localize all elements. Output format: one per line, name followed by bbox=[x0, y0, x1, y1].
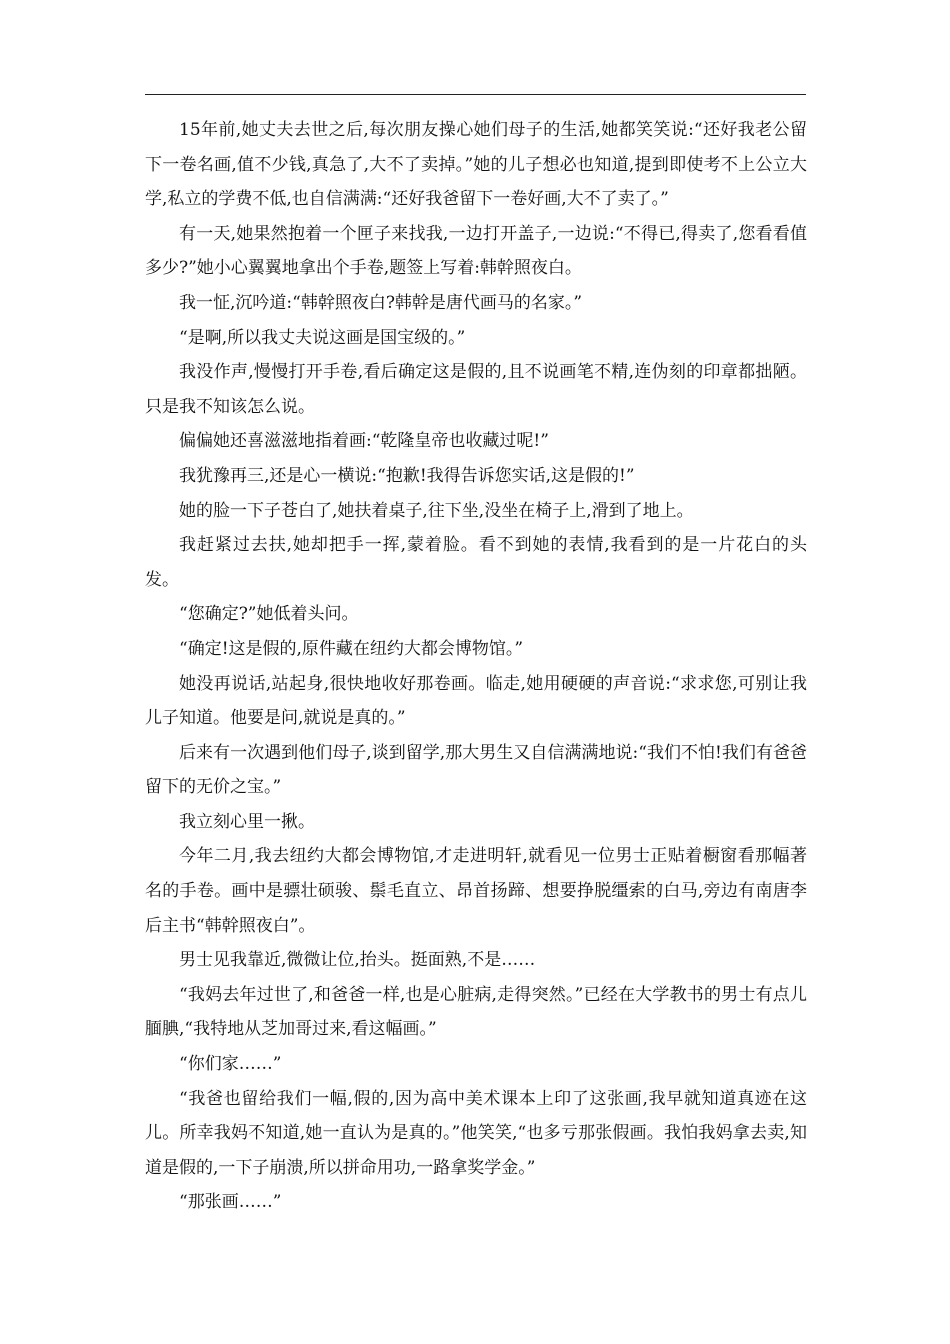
header-rule bbox=[145, 94, 806, 95]
paragraph: 男士见我靠近,微微让位,抬头。挺面熟,不是…… bbox=[179, 950, 536, 971]
paragraph: 我立刻心里一揪。 bbox=[179, 811, 315, 832]
paragraph: 我一怔,沉吟道:“韩幹照夜白?韩幹是唐代画马的名家。” bbox=[179, 292, 583, 313]
paragraph: 后来有一次遇到他们母子,谈到留学,那大男生又自信满满地说:“我们不怕!我们有爸爸留下的无价之宝。” bbox=[145, 742, 807, 798]
paragraph: “确定!这是假的,原件藏在纽约大都会博物馆。” bbox=[179, 638, 524, 659]
paragraph: 有一天,她果然抱着一个匣子来找我,一边打开盖子,一边说:“不得已,得卖了,您看看值多少?”她小心翼翼地拿出个手卷,题签上写着:韩幹照夜白。 bbox=[145, 223, 807, 279]
paragraph: “您确定?”她低着头问。 bbox=[179, 604, 359, 625]
article-body bbox=[145, 113, 807, 1220]
paragraph: “我爸也留给我们一幅,假的,因为高中美术课本上印了这张画,我早就知道真迹在这儿。所幸我妈不知道,她一直认为是真的。”他笑笑,“也多亏那张假画。我怕我妈拿去卖,知道是假的,一下子崩溃,所以拼命用功,一路拿奖学金。” bbox=[145, 1088, 807, 1178]
paragraph: 我犹豫再三,还是心一横说:“抱歉!我得告诉您实话,这是假的!” bbox=[179, 465, 635, 486]
paragraph: 今年二月,我去纽约大都会博物馆,才走进明轩,就看见一位男士正贴着橱窗看那幅著名的手卷。画中是骠壮硕骏、鬃毛直立、昂首扬蹄、想要挣脱缰索的白马,旁边有南唐李后主书“韩幹照夜白”。 bbox=[145, 846, 807, 936]
paragraph: “那张画……” bbox=[179, 1192, 282, 1213]
paragraph: “我妈去年过世了,和爸爸一样,也是心脏病,走得突然。”已经在大学教书的男士有点儿腼腆,“我特地从芝加哥过来,看这幅画。” bbox=[145, 984, 807, 1040]
paragraph: 我没作声,慢慢打开手卷,看后确定这是假的,且不说画笔不精,连伪刻的印章都拙陋。只是我不知该怎么说。 bbox=[145, 362, 807, 417]
paragraph: 她没再说话,站起身,很快地收好那卷画。临走,她用硬硬的声音说:“求求您,可别让我儿子知道。他要是问,就说是真的。” bbox=[145, 673, 807, 729]
paragraph: “你们家……” bbox=[179, 1054, 282, 1075]
paragraph: 偏偏她还喜滋滋地指着画:“乾隆皇帝也收藏过呢!” bbox=[179, 431, 549, 452]
paragraph: 我赶紧过去扶,她却把手一挥,蒙着脸。看不到她的表情,我看到的是一片花白的头发。 bbox=[145, 535, 807, 590]
paragraph: 15年前,她丈夫去世之后,每次朋友操心她们母子的生活,她都笑笑说:“还好我老公留下一卷名画,值不少钱,真急了,大不了卖掉。”她的儿子想必也知道,提到即使考不上公立大学,私立的学费不低,也自信满满:“还好我爸留下一卷好画,大不了卖了。” bbox=[145, 120, 807, 210]
paragraph: 她的脸一下子苍白了,她扶着桌子,往下坐,没坐在椅子上,滑到了地上。 bbox=[179, 500, 694, 521]
paragraph: “是啊,所以我丈夫说这画是国宝级的。” bbox=[179, 327, 466, 348]
